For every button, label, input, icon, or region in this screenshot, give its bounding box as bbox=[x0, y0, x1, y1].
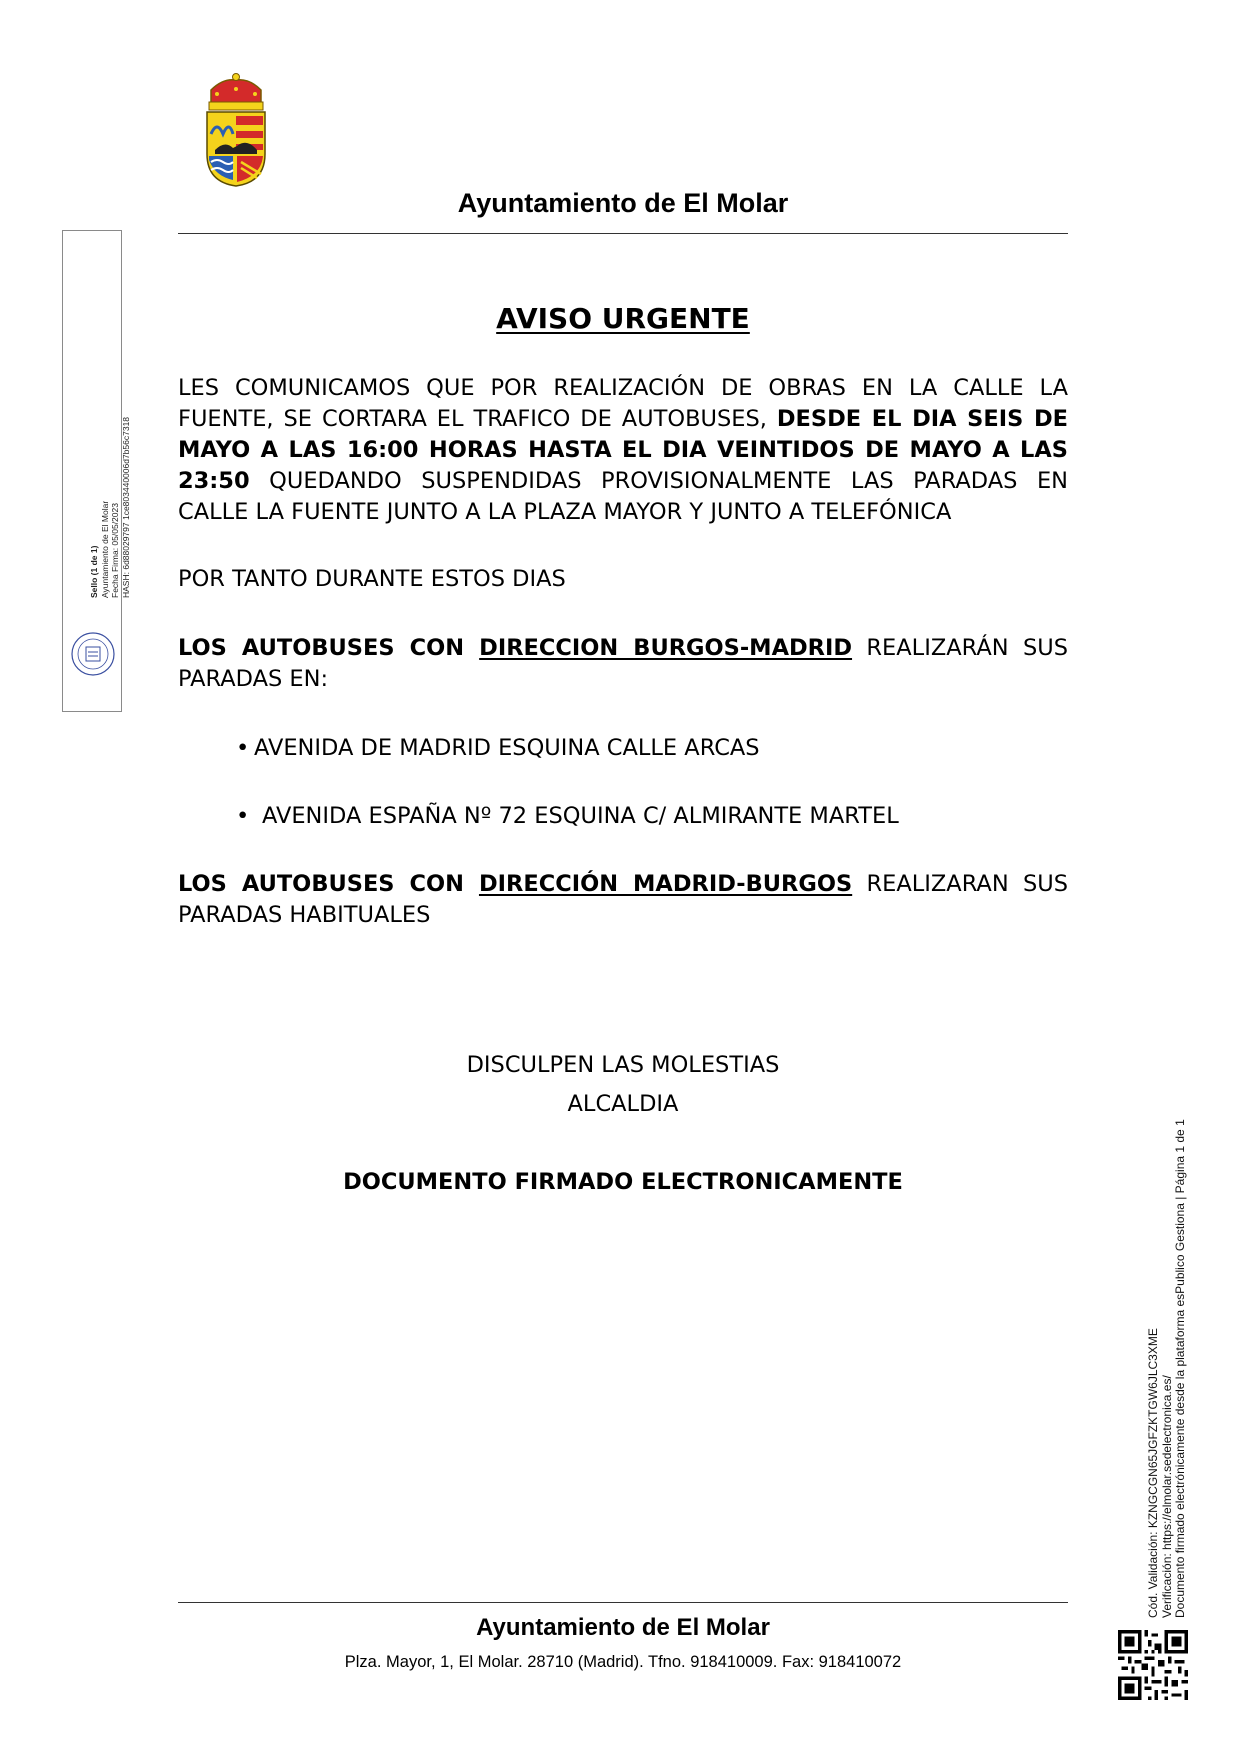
signed-notice: DOCUMENTO FIRMADO ELECTRONICAMENTE bbox=[343, 1169, 903, 1195]
stamp-line-4: HASH: 6d88029797 1ce803440006d7b56c7318 bbox=[120, 416, 131, 598]
stamp-line-2: Ayuntamiento de El Molar bbox=[99, 500, 110, 598]
paragraph-3-lead: LOS AUTOBUSES CON bbox=[178, 635, 480, 661]
bullet-icon: • bbox=[236, 803, 250, 829]
verification-code: Cód. Validación: KZNGCGN65JGFZKTGW6JLC3XME bbox=[1146, 1328, 1160, 1618]
verification-note: Documento firmado electrónicamente desde la plataforma esPublico Gestiona | Página 1 de 1 bbox=[1173, 1119, 1187, 1618]
official-seal-icon bbox=[70, 631, 116, 677]
closing-signature: ALCALDIA bbox=[567, 1091, 679, 1117]
verification-url: Verificación: https://elmolar.sedelectronica.es/ bbox=[1159, 1375, 1174, 1618]
paragraph-1-dates: DESDE EL DIA SEIS DE MAYO A LAS 16:00 HORAS HASTA EL DIA VEINTIDOS DE MAYO A LAS 23:50 bbox=[178, 406, 1068, 494]
verification-text bbox=[1147, 1119, 1188, 1618]
footer-address: Plza. Mayor, 1, El Molar. 28710 (Madrid). Tfno. 918410009. Fax: 918410072 bbox=[344, 1653, 902, 1671]
paragraph-1-rest: QUEDANDO SUSPENDIDAS PROVISIONALMENTE LAS PARADAS EN CALLE LA FUENTE JUNTO A LA PLAZA MAYOR Y JUNTO A TELEFÓNICA bbox=[178, 468, 1068, 525]
notice-paragraph-3 bbox=[178, 633, 1068, 695]
notice-paragraph-1 bbox=[178, 373, 1068, 528]
closing-apology: DISCULPEN LAS MOLESTIAS bbox=[466, 1052, 780, 1078]
stamp-text bbox=[89, 417, 131, 598]
stamp-line-3: Fecha Firma: 05/05/2023 bbox=[110, 503, 120, 598]
header-divider bbox=[178, 233, 1068, 234]
notice-paragraph-4 bbox=[178, 869, 1068, 931]
direction-madrid-burgos: DIRECCIÓN MADRID-BURGOS bbox=[478, 871, 853, 897]
paragraph-1-intro: LES COMUNICAMOS QUE POR REALIZACIÓN DE OBRAS EN LA CALLE LA FUENTE, SE CORTARA EL TRAFICO DE AUTOBUSES, bbox=[178, 375, 1068, 432]
list-item-text: AVENIDA ESPAÑA Nº 72 ESQUINA C/ ALMIRANTE MARTEL bbox=[262, 803, 899, 829]
header-title: Ayuntamiento de El Molar bbox=[457, 188, 789, 218]
electronic-stamp bbox=[62, 230, 131, 712]
paragraph-4-rest: REALIZARAN SUS PARADAS HABITUALES bbox=[178, 871, 1068, 928]
list-item bbox=[236, 801, 899, 832]
footer-divider bbox=[178, 1602, 1068, 1603]
coat-of-arms-logo bbox=[203, 72, 269, 188]
paragraph-3-rest: REALIZARÁN SUS PARADAS EN: bbox=[178, 635, 1068, 692]
direction-burgos-madrid: DIRECCION BURGOS-MADRID bbox=[479, 635, 853, 661]
bullet-icon: • bbox=[236, 735, 250, 761]
list-item bbox=[236, 733, 760, 764]
notice-title: AVISO URGENTE bbox=[496, 302, 750, 335]
notice-paragraph-2: POR TANTO DURANTE ESTOS DIAS bbox=[178, 566, 566, 592]
stamp-line-1: Sello (1 de 1) bbox=[89, 545, 99, 598]
list-item-text: AVENIDA DE MADRID ESQUINA CALLE ARCAS bbox=[254, 735, 760, 761]
paragraph-4-lead: LOS AUTOBUSES CON bbox=[178, 871, 479, 897]
footer-title: Ayuntamiento de El Molar bbox=[476, 1614, 770, 1641]
qr-code-icon bbox=[1118, 1630, 1188, 1700]
